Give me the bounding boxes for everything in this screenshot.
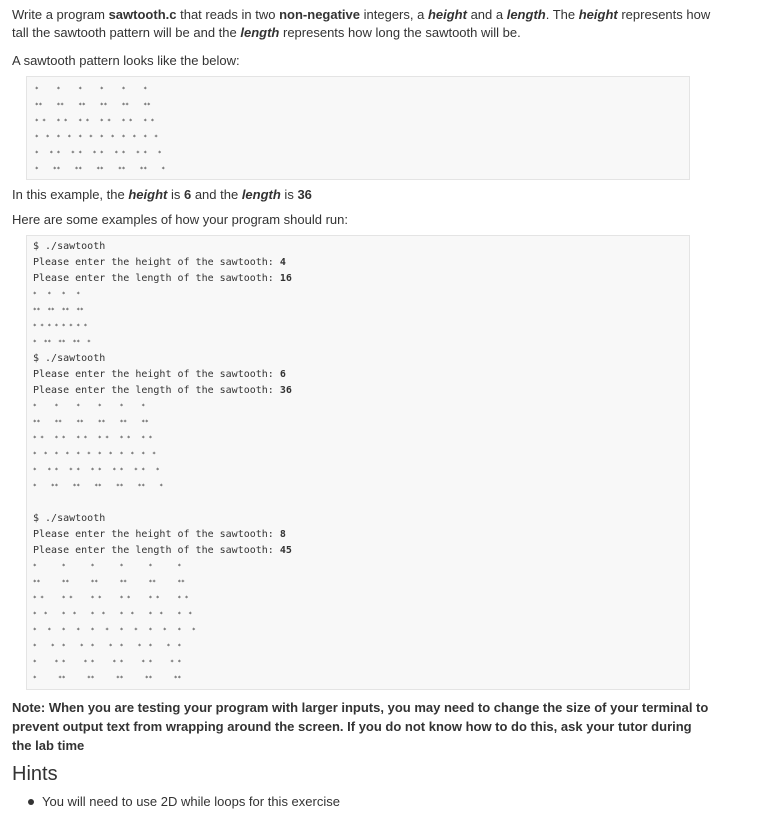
length-term: length [240,25,280,40]
length-prompt-line [33,271,292,287]
non-negative-text: non-negative [279,7,361,22]
sawtooth-row: * ** ** ** ** ** * [33,483,164,490]
height-prompt: Please enter the height of the sawtooth: [33,529,280,540]
intro-text: tall the sawtooth pattern will be and the [12,25,241,40]
example-text: is [280,187,298,202]
pattern-example-box [26,76,690,180]
height-prompt: Please enter the height of the sawtooth: [33,257,280,268]
hint-item [26,793,340,811]
command-line: $ ./sawtooth [33,241,106,252]
height-input: 6 [279,369,286,380]
sawtooth-row: * * * * * * * * * * * * [33,611,192,618]
run-example [33,239,292,351]
filename-text: sawtooth.c [108,7,177,22]
sawtooth-row: * * * * * * * * [33,323,88,330]
examples-intro: Here are some examples of how your program should run: [12,212,348,227]
height-input: 8 [279,529,286,540]
pattern-row: ** ** ** ** ** ** [35,102,151,109]
intro-text: represents how [617,7,711,22]
sawtooth-row: * ** ** ** ** ** [33,675,182,682]
command-line: $ ./sawtooth [33,513,106,524]
note-line: prevent output text from wrapping around the screen. If you do not know how to do this, ask your tutor during [12,719,692,734]
sawtooth-output [33,559,292,687]
sawtooth-row: * * * * * * [33,563,182,570]
pattern-row: * * * * * * * * * * * * [35,118,155,125]
length-input: 16 [279,273,292,284]
sawtooth-row: * * * * * * * * * * * * [33,595,189,602]
note-paragraph [12,698,732,755]
sawtooth-row: * * * * * * [33,403,145,410]
length-term: length [506,7,546,22]
height-input: 4 [279,257,286,268]
command-line: $ ./sawtooth [33,353,106,364]
sawtooth-row: * * * * * * * * * * * [33,643,182,650]
intro-text: . The [545,7,579,22]
length-prompt-line [33,383,292,399]
intro-text: represents how long the sawtooth will be. [279,25,521,40]
height-prompt-line [33,255,292,271]
hint-text: You will need to use 2D while loops for this exercise [42,794,340,809]
sawtooth-output [33,399,292,495]
height-term: height [578,7,618,22]
sawtooth-row: ** ** ** ** ** ** [33,419,149,426]
hints-heading: Hints [12,763,58,785]
length-input: 45 [279,545,292,556]
example-text: and the [191,187,242,202]
run-example [33,351,292,495]
pattern-row: * * * * * * * * * * * * [35,134,158,141]
length-prompt-line [33,543,292,559]
height-term: height [128,187,168,202]
sawtooth-row: * ** ** ** * [33,339,91,346]
intro-text: Write a program [12,7,109,22]
run-example [33,511,292,687]
height-prompt: Please enter the height of the sawtooth: [33,369,280,380]
example-description [12,186,712,204]
example-text: is [167,187,184,202]
height-prompt-line [33,527,292,543]
sawtooth-row: * * * * * * * * * * * [33,659,182,666]
intro-text: integers, a [360,7,428,22]
hints-list [26,793,340,811]
pattern-row: * * * * * * * * * * * * [35,150,162,157]
sawtooth-row: ** ** ** ** [33,307,84,314]
note-line: Note: When you are testing your program with larger inputs, you may need to change the size of your terminal to [12,700,709,715]
intro-text: and a [466,7,507,22]
height-prompt-line [33,367,292,383]
pattern-row: * * * * * * [35,86,147,93]
length-prompt: Please enter the length of the sawtooth: [33,385,280,396]
sawtooth-row: * * * * * * * * * * * * [33,451,156,458]
length-input: 36 [279,385,292,396]
intro-paragraph [12,6,712,42]
length-prompt: Please enter the length of the sawtooth: [33,545,280,556]
note-line: the lab time [12,738,85,753]
height-value: 6 [183,187,192,202]
example-text: In this example, the [12,187,129,202]
pattern-row: * ** ** ** ** ** * [35,166,166,173]
bullet-icon [28,799,34,805]
sawtooth-row: * * * * * * * * * * * * [33,627,196,634]
length-prompt: Please enter the length of the sawtooth: [33,273,280,284]
run-examples-box [26,235,690,690]
height-term: height [427,7,467,22]
pattern-example [35,82,165,178]
sawtooth-row: ** ** ** ** ** ** [33,579,185,586]
sawtooth-row: * * * * [33,291,80,298]
length-term: length [241,187,281,202]
sawtooth-output [33,287,292,351]
sawtooth-row: * * * * * * * * * * * * [33,467,160,474]
pattern-intro: A sawtooth pattern looks like the below: [12,53,240,68]
length-value: 36 [297,187,312,202]
intro-text: that reads in two [176,7,280,22]
sawtooth-row: * * * * * * * * * * * * [33,435,153,442]
